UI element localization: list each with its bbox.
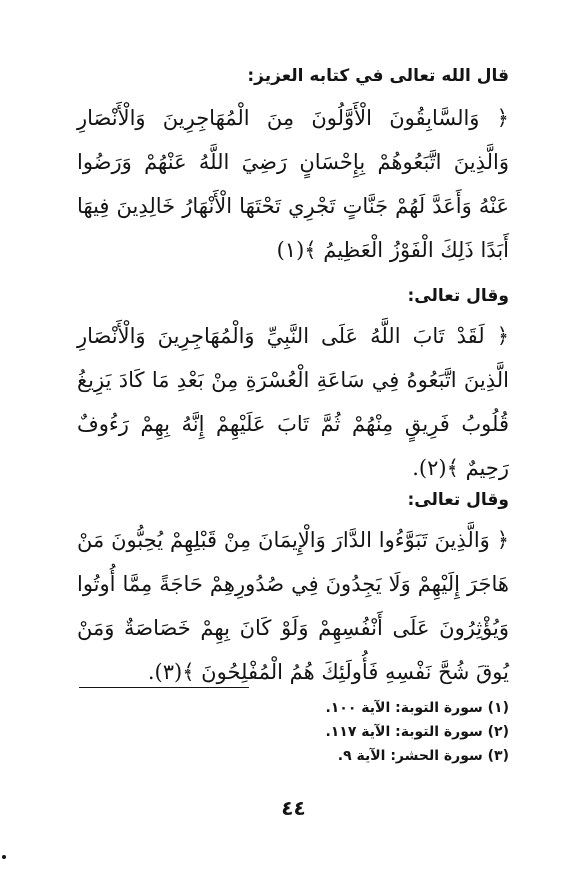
footnote-3: (٣) سورة الحشر: الآية ٩. bbox=[337, 748, 509, 764]
intro-line-1: قال الله تعالى في كتابه العزيز: bbox=[247, 66, 509, 86]
footnote-separator bbox=[79, 687, 249, 688]
quran-verse-3: ﴿ وَالَّذِينَ تَبَوَّءُوا الدَّارَ وَالْإِيمَانَ مِنْ قَبْلِهِمْ يُحِبُّونَ مَنْ هَاجَرَ إِلَيْهِمْ وَلَا يَجِدُونَ فِي صُدُورِهِمْ حَاجَةً مِمَّا أُوتُوا وَيُؤْثِرُونَ عَلَى أَنْفُسِهِمْ وَلَوْ كَانَ بِهِمْ خَصَاصَةٌ وَمَنْ يُوقَ شُحَّ نَفْسِهِ فَأُولَئِكَ هُمُ الْمُفْلِحُونَ ﴾(٣). bbox=[77, 528, 509, 684]
page-number: ٤٤ bbox=[281, 796, 306, 820]
intro-line-2: وقال تعالى: bbox=[407, 286, 509, 306]
footnote-2: (٢) سورة التوبة: الآية ١١٧. bbox=[325, 724, 509, 740]
footnote-1: (١) سورة التوبة: الآية ١٠٠. bbox=[325, 700, 509, 716]
quran-verse-1: ﴿ وَالسَّابِقُونَ الْأَوَّلُونَ مِنَ الْمُهَاجِرِينَ وَالْأَنْصَارِ وَالَّذِينَ اتَّبَعُوهُمْ بِإِحْسَانٍ رَضِيَ اللَّهُ عَنْهُمْ وَرَضُوا عَنْهُ وَأَعَدَّ لَهُمْ جَنَّاتٍ تَجْرِي تَحْتَهَا الْأَنْهَارُ خَالِدِينَ فِيهَا أَبَدًا ذَلِكَ الْفَوْزُ الْعَظِيمُ ﴾(١) bbox=[77, 106, 509, 262]
scan-speck bbox=[2, 855, 6, 859]
intro-line-3: وقال تعالى: bbox=[407, 490, 509, 510]
footnotes bbox=[325, 696, 509, 768]
quran-verse-2: ﴿ لَقَدْ تَابَ اللَّهُ عَلَى النَّبِيِّ وَالْمُهَاجِرِينَ وَالْأَنْصَارِ الَّذِينَ اتَّبَعُوهُ فِي سَاعَةِ الْعُسْرَةِ مِنْ بَعْدِ مَا كَادَ يَزِيغُ قُلُوبُ فَرِيقٍ مِنْهُمْ ثُمَّ تَابَ عَلَيْهِمْ إِنَّهُ بِهِمْ رَءُوفٌ رَحِيمٌ ﴾(٢). bbox=[77, 324, 509, 480]
